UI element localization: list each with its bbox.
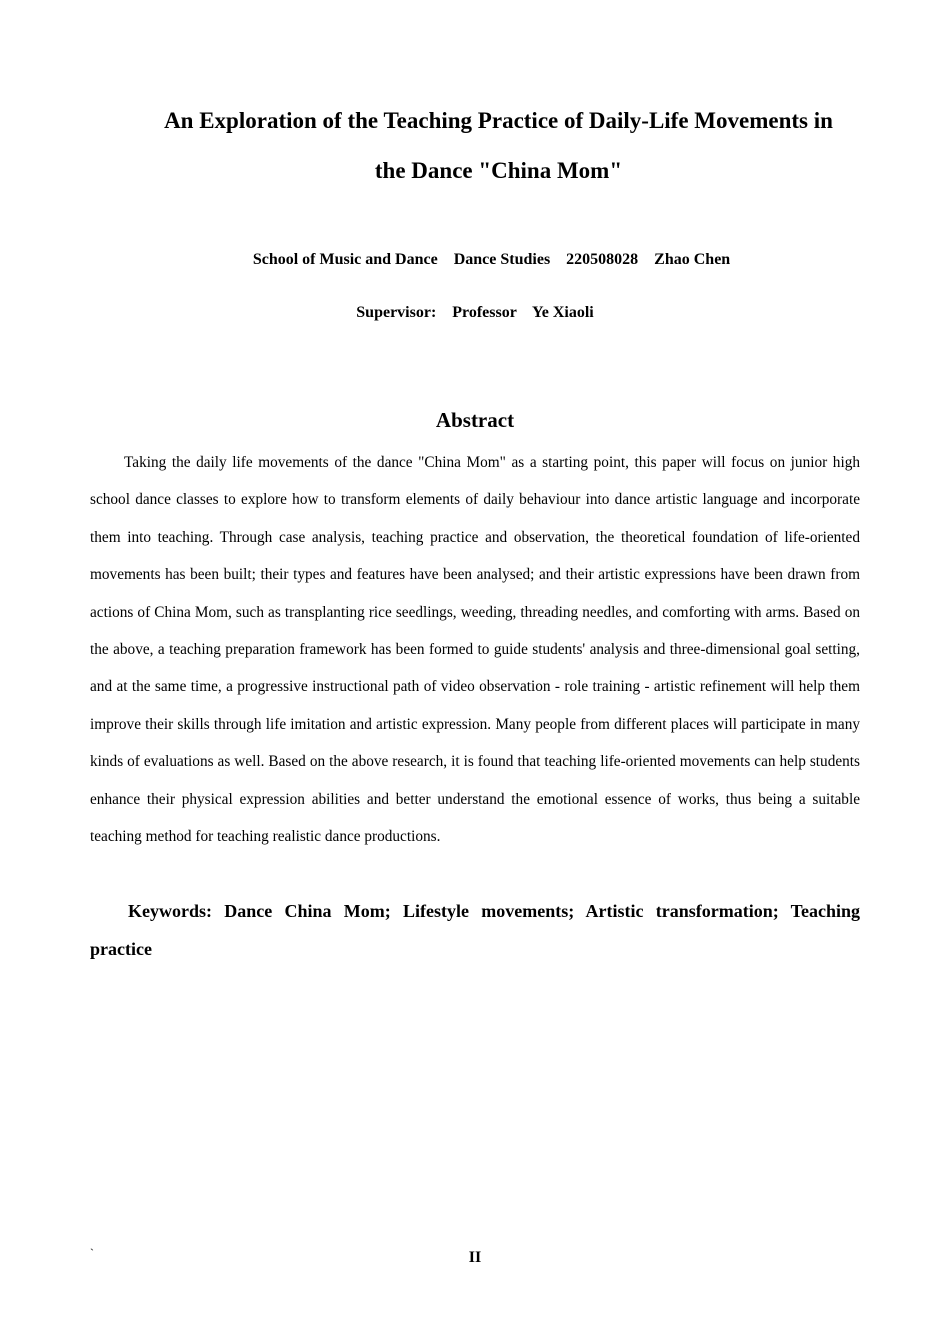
abstract-body: Taking the daily life movements of the dance "China Mom" as a starting point, this paper will focus on junior high school dance classes to explore how to transform elements of daily behaviour into dance artistic language and incorporate them into teaching. Through case analysis, teaching practice and observation, the theoretical foundation of life-oriented movements has been built; their types and features have been analysed; and their artistic expressions have been drawn from actions of China Mom, such as transplanting rice seedlings, weeding, threading needles, and comforting with arms. Based on the above, a teaching preparation framework has been formed to guide students' analysis and three-dimensional goal setting, and at the same time, a progressive instructional path of video observation - role training - artistic refinement will help them improve their skills through life imitation and artistic expression. Many people from different places will participate in many kinds of evaluations as well. Based on the above research, it is found that teaching life-oriented movements can help students enhance their physical expression abilities and better understand the emotional essence of works, thus being a suitable teaching method for teaching realistic dance productions. <box>90 454 860 846</box>
paper-title-line-1: An Exploration of the Teaching Practice of Daily-Life Movements in <box>164 108 833 133</box>
footer-mark: ` <box>90 1246 94 1260</box>
author-info: School of Music and Dance Dance Studies 220508028 Zhao Chen <box>252 251 731 268</box>
paper-title <box>90 96 907 196</box>
paper-title-line-2: the Dance "China Mom" <box>374 158 623 183</box>
supervisor-info: Supervisor: Professor Ye Xiaoli <box>356 304 594 321</box>
page-number: II <box>468 1249 482 1266</box>
keywords: Keywords: Dance China Mom; Lifestyle movements; Artistic transformation; Teaching practice <box>90 901 860 959</box>
abstract-heading: Abstract <box>435 408 515 432</box>
